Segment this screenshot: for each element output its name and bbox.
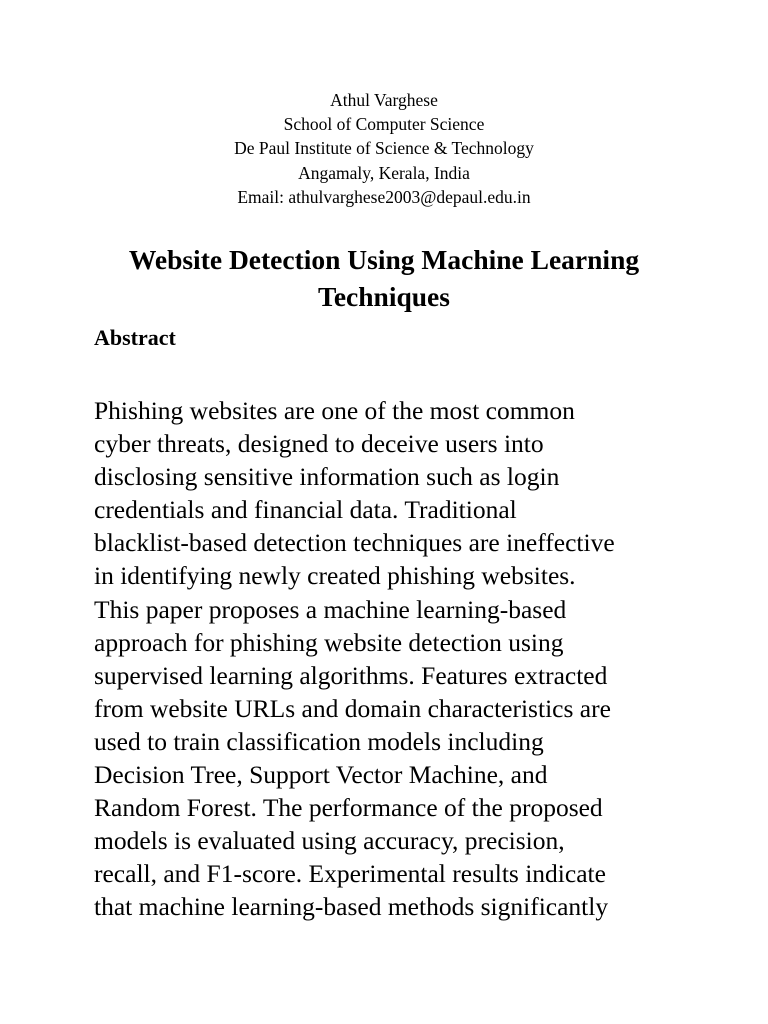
- abstract-line: Decision Tree, Support Vector Machine, and: [94, 760, 548, 790]
- abstract-body: [94, 394, 694, 924]
- author-name: Athul Varghese: [330, 90, 438, 110]
- abstract-line: supervised learning algorithms. Features extracted: [94, 660, 608, 690]
- abstract-line: This paper proposes a machine learning-based: [94, 594, 567, 624]
- author-block: [0, 88, 768, 209]
- abstract-line: recall, and F1-score. Experimental results indicate: [94, 859, 606, 889]
- abstract-heading: Abstract: [94, 325, 176, 350]
- abstract-line: Phishing websites are one of the most common: [94, 396, 575, 425]
- author-email: Email: athulvarghese2003@depaul.edu.in: [237, 186, 531, 207]
- abstract-line: that machine learning-based methods significantly: [94, 892, 609, 922]
- abstract-line: in identifying newly created phishing websites.: [94, 561, 576, 591]
- abstract-line: blacklist-based detection techniques are ineffective: [94, 528, 615, 558]
- abstract-line: from website URLs and domain characteristics are: [94, 693, 611, 723]
- abstract-line: models is evaluated using accuracy, precision,: [94, 826, 565, 856]
- abstract-line: credentials and financial data. Traditional: [94, 495, 517, 525]
- abstract-line: disclosing sensitive information such as login: [94, 462, 560, 492]
- abstract-line: Random Forest. The performance of the proposed: [94, 793, 603, 823]
- author-institute: De Paul Institute of Science & Technology: [234, 138, 534, 159]
- author-school: School of Computer Science: [283, 114, 485, 135]
- abstract-line: approach for phishing website detection using: [94, 627, 564, 657]
- abstract-line: cyber threats, designed to deceive users into: [94, 429, 544, 459]
- author-location: Angamaly, Kerala, India: [298, 162, 470, 183]
- paper-title: Website Detection Using Machine Learning Techniques: [128, 244, 640, 312]
- abstract-line: used to train classification models including: [94, 726, 544, 756]
